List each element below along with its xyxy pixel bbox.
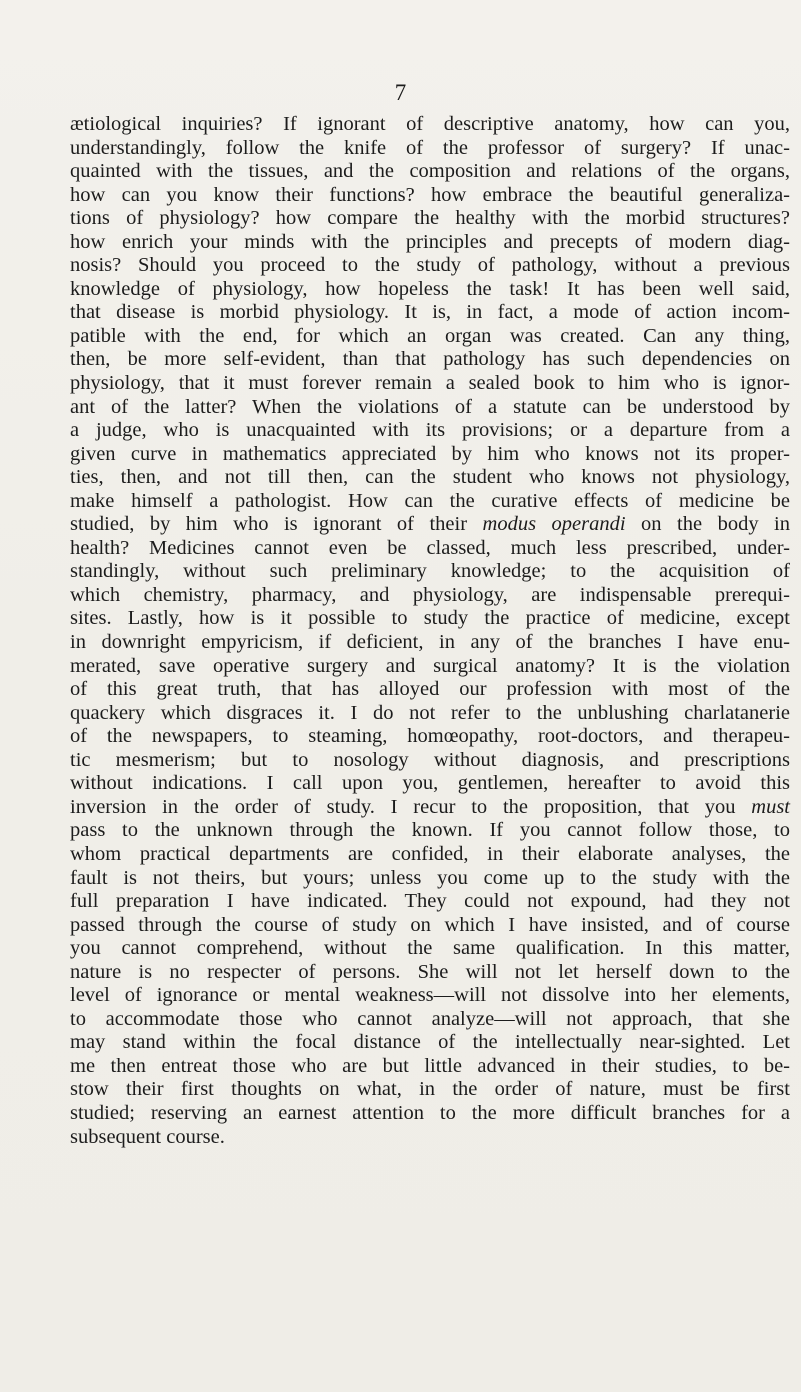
text-line: whom practical departments are confided, in their elaborate analyses, the: [70, 842, 790, 865]
text-line: merated, save operative surgery and surgical anatomy? It is the violation: [70, 654, 790, 677]
text-line: sites. Lastly, how is it possible to study the practice of medicine, except: [70, 607, 790, 630]
text-line: [70, 513, 790, 537]
text-line: in downright empyricism, if deficient, in any of the branches I have enu-: [70, 631, 790, 654]
text-line: ties, then, and not till then, can the student who knows not physiology,: [70, 466, 790, 489]
text-line: tions of physiology? how compare the healthy with the morbid structures?: [70, 207, 790, 230]
text-line: that disease is morbid physiology. It is, in fact, a mode of action incom-: [70, 301, 790, 324]
text-line: passed through the course of study on which I have insisted, and of course: [70, 913, 790, 936]
text-line: stow their first thoughts on what, in the order of nature, must be first: [70, 1078, 790, 1101]
text-line: quainted with the tissues, and the composition and relations of the organs,: [70, 160, 790, 183]
text-line: level of ignorance or mental weakness—will not dissolve into her elements,: [70, 984, 790, 1007]
text-line: subsequent course.: [70, 1125, 225, 1148]
text-line: [70, 796, 790, 820]
text-line: me then entreat those who are but little advanced in their studies, to be-: [70, 1054, 790, 1077]
text-line: nosis? Should you proceed to the study of pathology, without a previous: [70, 254, 790, 277]
italic-phrase: must: [751, 795, 790, 818]
text-line: to accommodate those who cannot analyze—will not approach, that she: [70, 1007, 790, 1030]
text-line: nature is no respecter of persons. She will not let herself down to the: [70, 960, 790, 983]
text-line: physiology, that it must forever remain a sealed book to him who is ignor-: [70, 372, 790, 395]
text-line: of this great truth, that has alloyed our profession with most of the: [70, 678, 790, 701]
text-line: ætiological inquiries? If ignorant of descriptive anatomy, how can you,: [70, 113, 790, 135]
text-line: pass to the unknown through the known. If you cannot follow those, to: [70, 819, 790, 842]
text-line: given curve in mathematics appreciated by him who knows not its proper-: [70, 442, 790, 465]
text-line: may stand within the focal distance of the intellectually near-sighted. Let: [70, 1031, 790, 1054]
text-line: make himself a pathologist. How can the curative effects of medicine be: [70, 489, 790, 512]
text-line: fault is not theirs, but yours; unless you come up to the study with the: [70, 866, 790, 889]
text-line: studied; reserving an earnest attention to the more difficult branches for a: [70, 1101, 790, 1124]
text-fragment: inversion in the order of study. I recur to the proposition, that you: [70, 795, 752, 818]
body-text: [70, 113, 790, 1149]
text-line: understandingly, follow the knife of the professor of surgery? If unac-: [70, 136, 790, 159]
text-line: which chemistry, pharmacy, and physiology, are indispensable prerequi-: [70, 583, 790, 606]
text-line: how enrich your minds with the principles and precepts of modern diag-: [70, 230, 790, 253]
page-number: 7: [394, 80, 407, 105]
italic-phrase: modus operandi: [482, 513, 626, 536]
text-fragment: studied, by him who is ignorant of their: [70, 513, 483, 536]
text-line: patible with the end, for which an organ was created. Can any thing,: [70, 324, 790, 347]
text-line: health? Medicines cannot even be classed, much less prescribed, under-: [70, 536, 790, 559]
text-line: tic mesmerism; but to nosology without diagnosis, and prescriptions: [70, 748, 790, 771]
text-fragment: on the body in: [625, 513, 790, 536]
text-line: full preparation I have indicated. They could not expound, had they not: [70, 890, 790, 913]
text-line: ant of the latter? When the violations of a statute can be understood by: [70, 395, 790, 418]
text-line: quackery which disgraces it. I do not refer to the unblushing charlatanerie: [70, 701, 790, 724]
text-line: knowledge of physiology, how hopeless the task! It has been well said,: [70, 277, 790, 300]
text-line: then, be more self-evident, than that pathology has such dependencies on: [70, 348, 790, 371]
text-line: without indications. I call upon you, gentlemen, hereafter to avoid this: [70, 772, 790, 795]
text-line: standingly, without such preliminary knowledge; to the acquisition of: [70, 560, 790, 583]
text-line: how can you know their functions? how embrace the beautiful generaliza-: [70, 183, 790, 206]
text-line: a judge, who is unacquainted with its provisions; or a departure from a: [70, 419, 790, 442]
text-line: of the newspapers, to steaming, homœopathy, root-doctors, and therapeu-: [70, 725, 790, 748]
text-line: you cannot comprehend, without the same qualification. In this matter,: [70, 937, 790, 960]
